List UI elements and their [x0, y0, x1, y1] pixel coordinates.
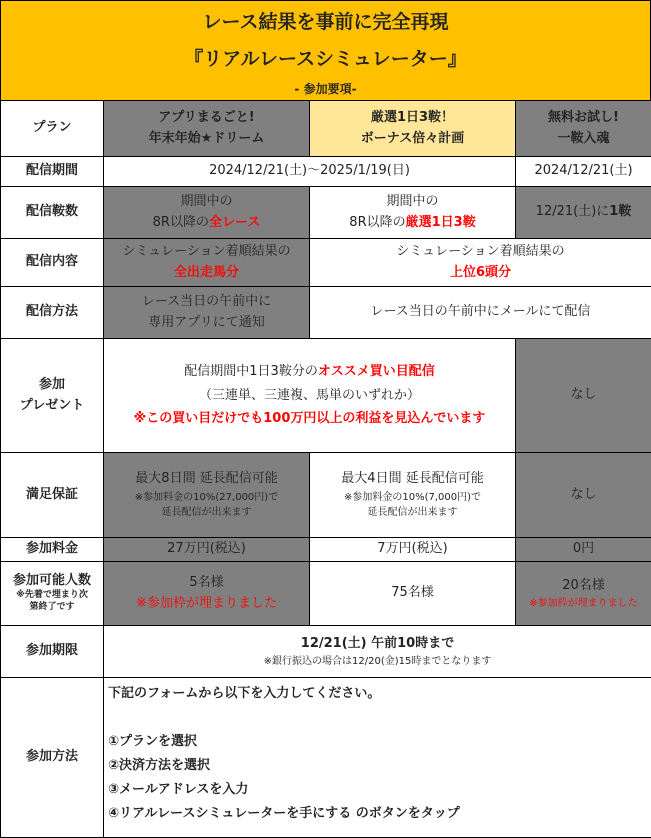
- title-line-1: レース結果を事前に完全再現: [202, 11, 449, 33]
- races-c-prefix: 12/21(土)に: [535, 204, 610, 220]
- races-b-line2: [310, 213, 515, 233]
- content-a-emphasis: 全出走馬分: [173, 264, 239, 280]
- row-fee: [1, 538, 651, 562]
- plan-b-name: [310, 101, 516, 157]
- row-method: [1, 287, 651, 339]
- label-present: [1, 339, 104, 453]
- method-a-line1: レース当日の午前中に: [141, 294, 272, 310]
- label-deadline: 参加期限: [1, 626, 104, 678]
- races-a: [104, 187, 310, 239]
- capacity-a-line2: ※参加枠が埋まりました: [136, 595, 277, 611]
- content-bc: [310, 239, 651, 287]
- guarantee-b-line1: 最大4日間 延長配信可能: [341, 471, 484, 487]
- fee-b: 7万円(税込): [310, 538, 516, 562]
- row-guarantee: [1, 453, 651, 538]
- content-a-line1: シミュレーション着順結果の: [122, 244, 291, 260]
- method-a: [104, 287, 310, 339]
- races-b-prefix: 8R以降の: [349, 214, 406, 230]
- howto-value: [104, 678, 651, 838]
- capacity-c: [516, 562, 651, 626]
- method-a-line2: 専用アプリにて通知: [148, 314, 265, 330]
- guarantee-b-line3: 延長配信が出来ます: [367, 507, 458, 519]
- races-a-line2: [104, 213, 309, 233]
- capacity-b: 75名様: [310, 562, 516, 626]
- label-present-line1: 参加: [38, 377, 65, 393]
- row-content: [1, 239, 651, 287]
- content-bc-emphasis: 上位6頭分: [449, 264, 512, 280]
- guarantee-a: [104, 453, 310, 538]
- howto-step2: ②決済方法を選択: [108, 758, 211, 773]
- deadline-line2: ※銀行振込の場合は12/20(金)15時までとなります: [263, 655, 492, 667]
- plan-c-line2: 一鞍入魂: [557, 130, 610, 146]
- title-banner: [0, 0, 651, 101]
- present-ab-line1: [104, 360, 515, 383]
- races-a-emphasis: 全レース: [208, 214, 261, 230]
- label-plan: プラン: [1, 101, 104, 157]
- plan-a-line2: 年末年始★ドリーム: [148, 130, 265, 146]
- capacity-a: [104, 562, 310, 626]
- races-a-line1: 期間中の: [180, 194, 233, 210]
- label-capacity-line3: 第終了です: [29, 601, 75, 612]
- period-c: 2024/12/21(土): [516, 157, 651, 187]
- label-races: 配信鞍数: [1, 187, 104, 239]
- plan-c-name: [516, 101, 651, 157]
- guarantee-b: [310, 453, 516, 538]
- present-c: なし: [516, 339, 651, 453]
- plan-a-name: [104, 101, 310, 157]
- label-howto: 参加方法: [1, 678, 104, 838]
- title-subheading: - 参加要項-: [294, 82, 357, 96]
- present-ab: [104, 339, 516, 453]
- howto-step1: ①プランを選択: [108, 734, 198, 749]
- races-c: [516, 187, 651, 239]
- fee-a: 27万円(税込): [104, 538, 310, 562]
- label-present-line2: プレゼント: [19, 397, 85, 413]
- title-line-2: 『リアルレースシミュレーター』: [184, 48, 467, 70]
- content-bc-line1: シミュレーション着順結果の: [396, 244, 565, 260]
- label-method: 配信方法: [1, 287, 104, 339]
- plan-a-line1: アプリまるごと!: [158, 110, 255, 126]
- row-period: [1, 157, 651, 187]
- label-period: 配信期間: [1, 157, 104, 187]
- row-races: [1, 187, 651, 239]
- row-howto: [1, 678, 651, 838]
- races-a-prefix: 8R以降の: [152, 214, 209, 230]
- present-ab-prefix: 配信期間中1日3鞍分の: [184, 364, 318, 380]
- howto-step3: ③メールアドレスを入力: [108, 782, 249, 797]
- period-ab: 2024/12/21(土)～2025/1/19(日): [104, 157, 516, 187]
- method-bc: レース当日の午前中にメールにて配信: [310, 287, 651, 339]
- row-capacity: [1, 562, 651, 626]
- content-a: [104, 239, 310, 287]
- plan-c-line1: 無料お試し!: [548, 110, 619, 126]
- guarantee-a-line2: ※参加料金の10%(27,000円)で: [134, 491, 279, 503]
- label-guarantee: 満足保証: [1, 453, 104, 538]
- row-present: [1, 339, 651, 453]
- races-b-emphasis: 厳選1日3鞍: [405, 214, 476, 230]
- guarantee-b-line2: ※参加料金の10%(7,000円)で: [343, 491, 482, 503]
- plan-b-line2: ボーナス倍々計画: [360, 130, 465, 146]
- capacity-c-line2: ※参加枠が埋まりました: [529, 597, 638, 609]
- capacity-c-line1: 20名様: [562, 577, 605, 593]
- present-ab-line2: （三連単、三連複、馬単のいずれか）: [198, 387, 420, 403]
- guarantee-a-line1: 最大8日間 延長配信可能: [135, 471, 278, 487]
- howto-spacer: [108, 706, 651, 730]
- plan-b-line1: 厳選1日3鞍！: [370, 110, 455, 126]
- guarantee-c: なし: [516, 453, 651, 538]
- row-plan: [1, 101, 651, 157]
- label-capacity-line1: 参加可能人数: [12, 573, 91, 589]
- capacity-a-line1: 5名様: [189, 575, 224, 591]
- label-fee: 参加料金: [1, 538, 104, 562]
- plan-comparison-table: [0, 100, 651, 838]
- races-b: [310, 187, 516, 239]
- label-capacity: [1, 562, 104, 626]
- present-ab-emphasis: オススメ買い目配信: [317, 364, 435, 380]
- present-ab-line3: ※この買い目だけでも100万円以上の利益を見込んでいます: [133, 411, 486, 427]
- row-deadline: [1, 626, 651, 678]
- howto-line1: 下記のフォームから以下を入力してください。: [108, 686, 381, 701]
- races-b-line1: 期間中の: [386, 194, 439, 210]
- guarantee-a-line3: 延長配信が出来ます: [161, 507, 252, 519]
- fee-c: 0円: [516, 538, 651, 562]
- deadline-line1: 12/21(土) 午前10時まで: [300, 635, 455, 651]
- label-content: 配信内容: [1, 239, 104, 287]
- deadline-value: [104, 626, 651, 678]
- races-c-emphasis: 1鞍: [609, 204, 632, 220]
- howto-step4: ④リアルレースシミュレーターを手にする のボタンをタップ: [108, 806, 460, 821]
- label-capacity-line2: ※先着で埋まり次: [16, 590, 88, 601]
